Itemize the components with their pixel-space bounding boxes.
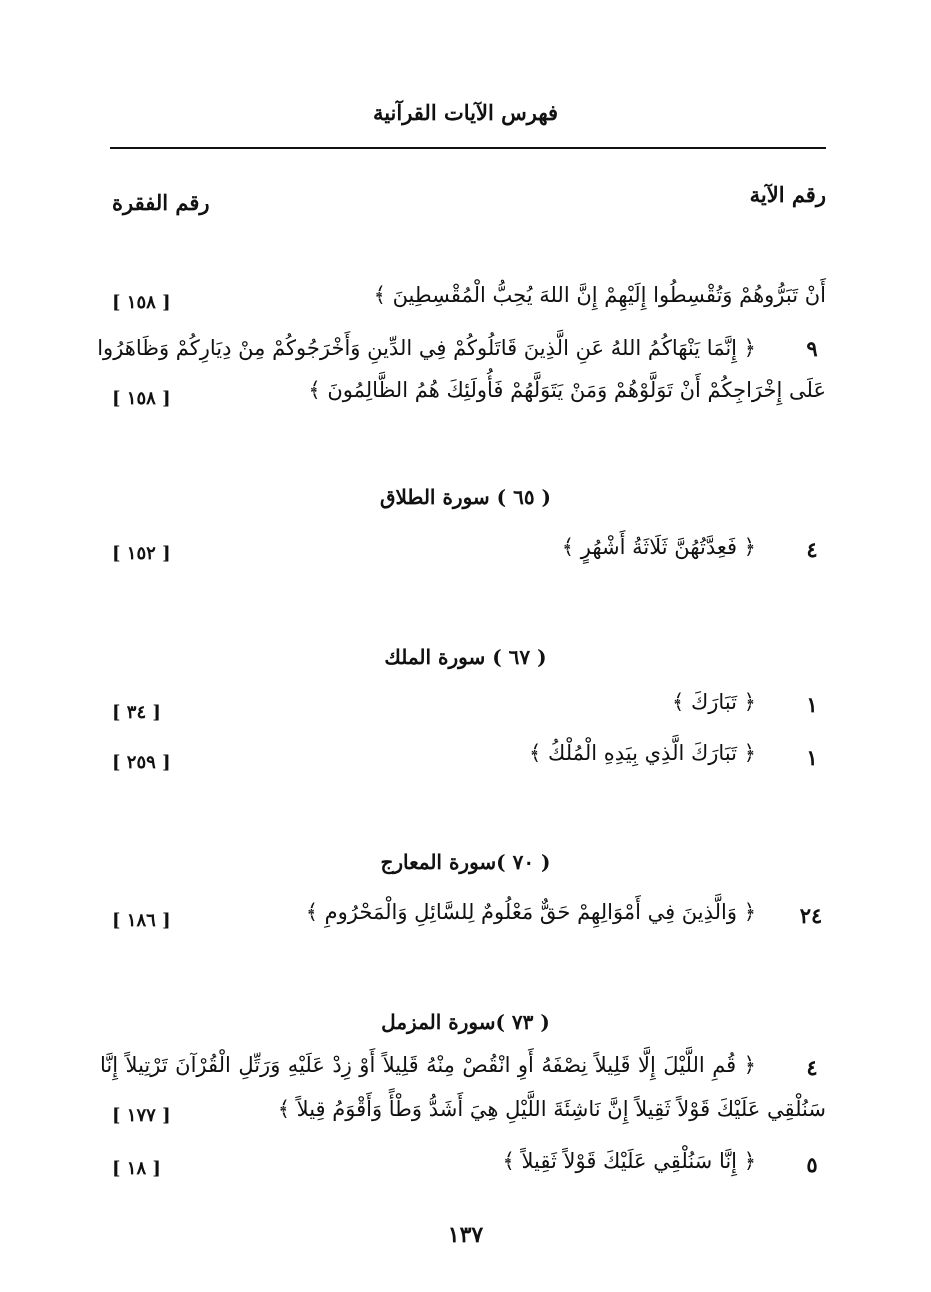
ayah-text-line: ﴿ فَعِدَّتُهُنَّ ثَلَاثَةُ أَشْهُرٍ ﴾: [561, 535, 756, 559]
ayah-text-line: ﴿ إِنَّا سَنُلْقِي عَلَيْكَ قَوْلاً ثَقِيلاً ﴾: [502, 1149, 756, 1173]
ayah-text-line: أَنْ تَبَرُّوهُمْ وَتُقْسِطُوا إِلَيْهِمْ إِنَّ اللهَ يُحِبُّ الْمُقْسِطِينَ ﴾: [373, 283, 826, 307]
ayah-text-line: عَلَى إِخْرَاجِكُمْ أَنْ تَوَلَّوْهُمْ وَمَنْ يَتَوَلَّهُمْ فَأُولَئِكَ هُمُ الظَّالِمُونَ ﴾: [308, 378, 826, 402]
ayah-number: ١: [806, 692, 818, 717]
ayah-number: ٤: [806, 537, 818, 562]
ayah-number: ١: [806, 745, 818, 770]
ayah-text-line: ﴿ إِنَّمَا يَنْهَاكُمُ اللهُ عَنِ الَّذِينَ قَاتَلُوكُمْ فِي الدِّينِ وَأَخْرَجُوكُمْ مِنْ دِيَارِكُمْ وَظَاهَرُوا: [97, 336, 756, 360]
ayah-text-line: ﴿ قُمِ اللَّيْلَ إِلَّا قَلِيلاً نِصْفَهُ أَوِ انْقُصْ مِنْهُ قَلِيلاً أَوْ زِدْ عَلَيْهِ وَرَتِّلِ الْقُرْآنَ تَرْتِيلاً إِنَّا: [100, 1053, 756, 1077]
paragraph-ref: [ ١٨ ]: [112, 1158, 161, 1179]
ayah-number: ٢٤: [799, 903, 823, 928]
page-running-header: فهرس الآيات القرآنية: [372, 100, 559, 125]
paragraph-ref: [ ٢٥٩ ]: [112, 752, 171, 773]
paragraph-ref: [ ١٥٨ ]: [112, 388, 171, 409]
surah-heading: ( ٦٥ ) سورة الطلاق: [379, 485, 551, 509]
ayah-number: ٥: [806, 1152, 818, 1177]
ayah-text-line: ﴿ وَالَّذِينَ فِي أَمْوَالِهِمْ حَقٌّ مَعْلُومٌ لِلسَّائِلِ وَالْمَحْرُومِ ﴾: [305, 900, 756, 924]
paragraph-ref: [ ٣٤ ]: [112, 702, 161, 723]
header-divider: [110, 147, 826, 149]
column-heading-paragraph-number: رقم الفقرة: [112, 190, 210, 215]
paragraph-ref: [ ١٥٨ ]: [112, 292, 171, 313]
ayah-number: ٩: [806, 336, 818, 361]
paragraph-ref: [ ١٧٧ ]: [112, 1105, 171, 1126]
paragraph-ref: [ ١٨٦ ]: [112, 910, 171, 931]
surah-heading: ( ٧٠ )سورة المعارج: [380, 850, 551, 874]
ayah-text-line: سَنُلْقِي عَلَيْكَ قَوْلاً ثَقِيلاً إِنَّ نَاشِئَةَ اللَّيْلِ هِيَ أَشَدُّ وَطْأً وَأَقْوَمُ قِيلاً ﴾: [277, 1097, 826, 1121]
column-heading-ayah-number: رقم الآية: [749, 182, 826, 207]
page-number: ١٣٧: [447, 1222, 484, 1248]
paragraph-ref: [ ١٥٢ ]: [112, 543, 171, 564]
surah-heading: ( ٧٣ )سورة المزمل: [381, 1010, 550, 1034]
ayah-text-line: ﴿ تَبَارَكَ ﴾: [672, 690, 756, 714]
ayah-text-line: ﴿ تَبَارَكَ الَّذِي بِيَدِهِ الْمُلْكُ ﴾: [529, 741, 756, 765]
ayah-number: ٤: [806, 1055, 818, 1080]
surah-heading: ( ٦٧ ) سورة الملك: [384, 645, 547, 669]
